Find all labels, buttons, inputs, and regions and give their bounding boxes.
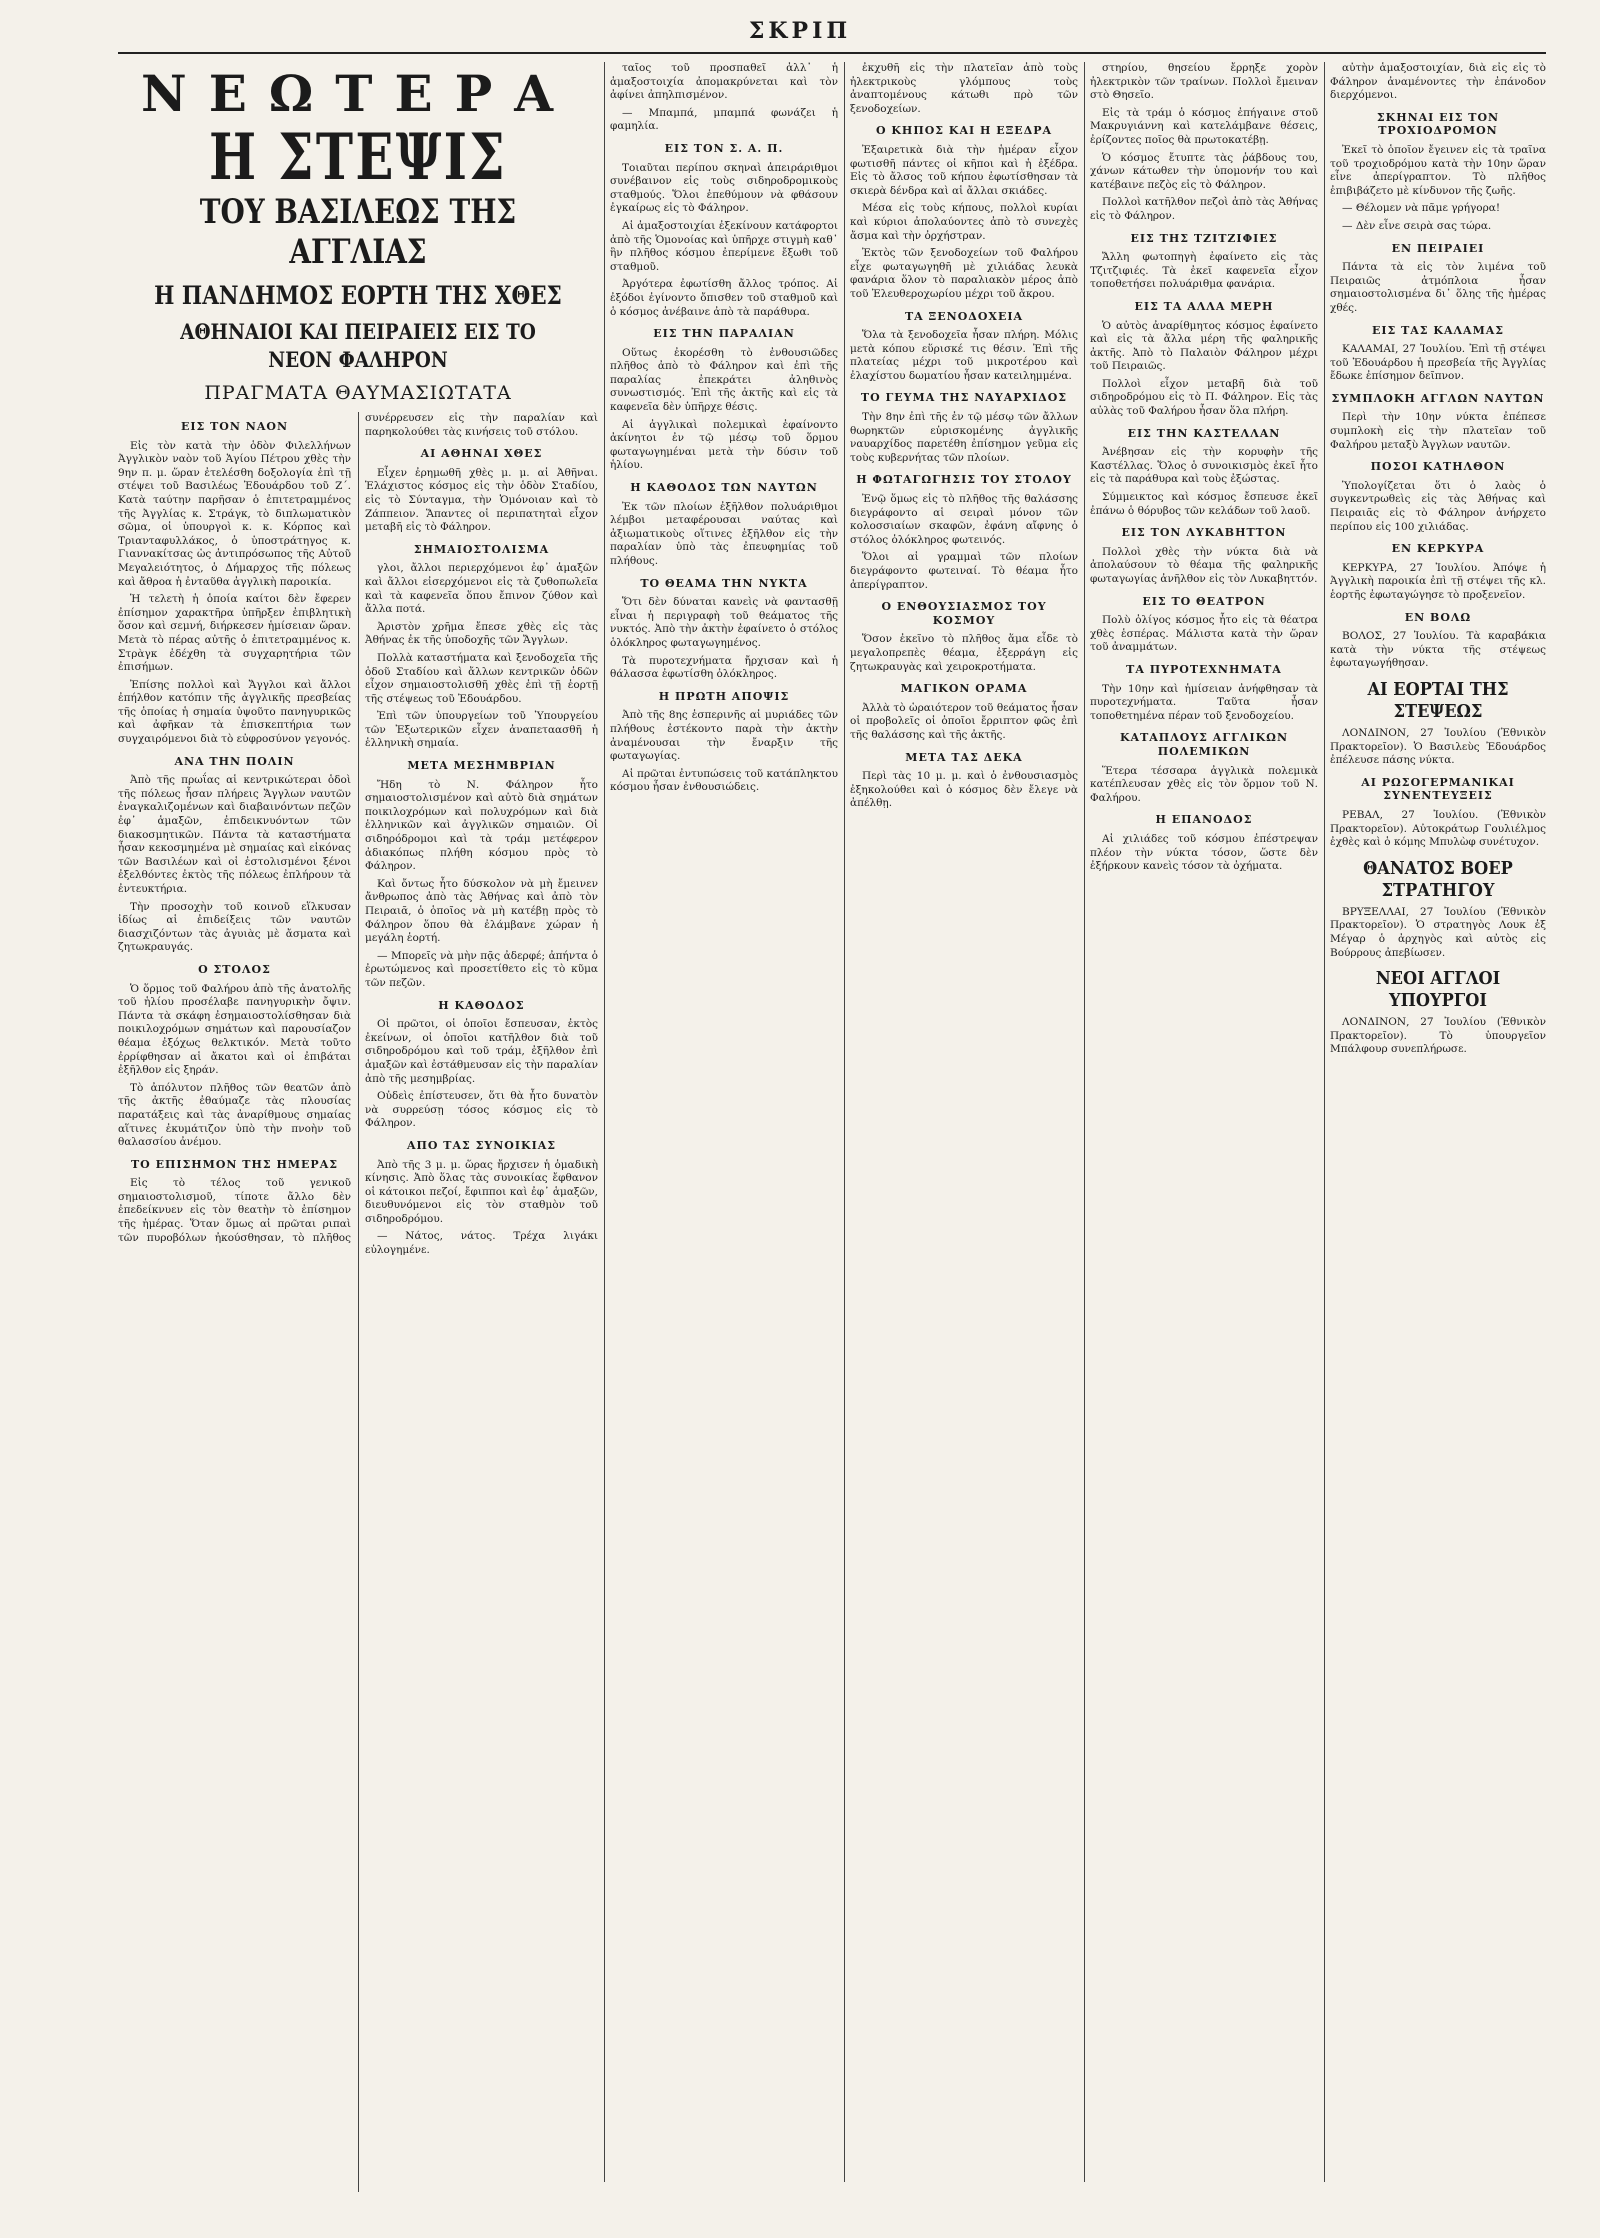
paragraph: Ἀπὸ τῆς 3 μ. μ. ὥρας ἤρχισεν ἡ ὁμαδικὴ κίνησις. Ἀπὸ ὅλας τὰς συνοικίας ἔφθανον οἱ κάτοικοι πεζοί, ἔφιπποι καὶ ἐφ᾽ ἁμαξῶν, διευθυνόμενοι εἰς τὸν σταθμὸν τοῦ σιδηροδρόμου. <box>365 1158 598 1225</box>
paragraph: — Δὲν εἶνε σειρὰ σας τώρα. <box>1342 219 1492 232</box>
top-rule <box>118 52 1546 54</box>
paragraph: — Μπορεῖς νὰ μὴν πᾷς ἀδερφέ; ἀπήντα ὁ ἐρωτώμενος καὶ προσετίθετο εἰς τὸ κῦμα τῶν πεζῶν. <box>365 949 598 989</box>
paragraph: ταῖος τοῦ προσπαθεῖ ἀλλ᾽ ἡ ἁμαξοστοιχία ἀπομακρύνεται καὶ τὸν ἀφίνει ἀπηλπισμένον. <box>610 62 838 102</box>
paragraph: Ὁ κόσμος ἔτυπτε τὰς ῥάβδους του, χάνων κάτωθεν τὴν ὑπομονήν του καὶ κατέβαινε πεζὸς εἰς τὸ Φάληρον. <box>1090 151 1318 191</box>
paragraph: ΒΡΥΞΕΛΛΑΙ, 27 Ἰουλίου (Ἐθνικὸν Πρακτορεῖον). Ὁ στρατηγὸς Λουκ ἐξ Μέγαρ ὁ ἀρχηγὸς καὶ αὐτὸς εἰς Βούρρους ἀπεβίωσεν. <box>1330 905 1546 959</box>
paragraph: Αἱ χιλιάδες τοῦ κόσμου ἐπέστρεψαν πλέον τὴν νύκτα τόσον, ὥστε δὲν ἐξήρκουν κανεὶς τόσον τὰ ὀχήματα. <box>1090 832 1318 873</box>
column-3 <box>610 62 838 2192</box>
heading-proti-apopsis: Η ΠΡΩΤΗ ΑΠΟΨΙΣ <box>658 689 790 703</box>
paragraph: Τὸ ἀπόλυτον πλῆθος τῶν θεατῶν ἀπὸ τῆς ἀκτῆς ἐθαύμαζε τὰς πλουσίας παρατάξεις καὶ τὰς ἀναρίθμους σημαίας αἵτινες ἐκυμάτιζον ὑπὸ τὴν πνοὴν τοῦ θαλασσίου ἀνέμου. <box>118 1081 351 1149</box>
paragraph: — Νάτος, νάτος. Τρέχα λιγάκι εὐλογημένε. <box>365 1230 598 1257</box>
paragraph: Ἕτερα τέσσαρα ἀγγλικὰ πολεμικὰ κατέπλευσαν χθὲς εἰς τὸν ὅρμον τοῦ Ν. Φαλήρου. <box>1090 764 1318 804</box>
column-rule <box>844 62 845 2182</box>
heading-tzitzifies: ΕΙΣ ΤΗΣ ΤΖΙΤΖΙΦΙΕΣ <box>1130 231 1278 245</box>
paragraph: Περὶ τὰς 10 μ. μ. καὶ ὁ ἐνθουσιασμὸς ἐξηκολούθει καὶ ὁ κόσμος δὲν ἔλεγε νὰ ἀπέλθῃ. <box>850 770 1078 810</box>
heading-kerkyra: ΕΝ ΚΕΡΚΥΡΑ <box>1391 542 1485 556</box>
paragraph: Ἀπὸ τῆς πρωΐας αἱ κεντρικώτεραι ὁδοὶ τῆς πόλεως ἦσαν πλήρεις Ἄγγλων ναυτῶν ἐναγκαλιζομένων καὶ διαβαινόντων πεζῶν ἐφ᾽ ἁμαξῶν, ἐπιδεικνυόντων τῶν διακοσμητικῶν. Πάντα τὰ καταστήματα ἦσαν κεκοσμημένα μὲ σημαίας καὶ εἰκόνας τῶν Βασιλέων καὶ οἱ ἐστολισμένοι ξένοι ἐξελθόντες ἐκτὸς τῆς πόλεως ἐπλήρουν τὰ ἐντευκτήρια. <box>118 774 351 895</box>
paragraph: Ὅλα τὰ ξενοδοχεῖα ἦσαν πλήρη. Μόλις μετὰ κόπου εὕρισκέ τις θέσιν. Ἐπὶ τῆς πλατείας μέχρι τοῦ μικροτέρου καὶ ἐλαχίστου δωματίου ἦσαν κατειλημμένα. <box>850 329 1078 382</box>
paragraph: Ἐκεῖ τὸ ὁποῖον ἔγεινεν εἰς τὰ τραῖνα τοῦ τροχιοδρόμου κατὰ τὴν 10ην ὥραν εἶνε ἀπερίγραπτον. Τὸ πλῆθος ἐπιβιβάζετο μὲ κίνδυνον τῆς ζωῆς. <box>1330 143 1546 197</box>
paragraph: Ἐκ τῶν πλοίων ἐξῆλθον πολυάριθμοι λέμβοι μεταφέρουσαι ναύτας καὶ ἀξιωματικοὺς οἵτινες ἐξῆλθον εἰς τὴν παραλίαν ὑπὸ τὰς ἐπευφημίας τοῦ πλήθους. <box>610 500 838 567</box>
paragraph: Ἡ τελετὴ ἡ ὁποία καίτοι δὲν ἔφερεν ἐπίσημον χαρακτῆρα ὑπῆρξεν ἐπιβλητικὴ ὅσον καὶ σεμνή, διήρκεσεν ἡμίσειαν ὥραν. Μετὰ τὸ πέρας αὐτῆς ὁ ἐπιτετραμμένος κ. Στρὰγκ ἐδέχθη τὰ συγχαρητήρια τῶν ἐπισήμων. <box>118 593 351 674</box>
paragraph: Πολλοὶ χθὲς τὴν νύκτα διὰ νὰ ἀπολαύσουν τὸ θέαμα τῆς φαληρικῆς φωταγωγίας ἀνῆλθον εἰς τὸν Λυκαβηττόν. <box>1090 545 1318 585</box>
column-1-body <box>118 412 598 2192</box>
paragraph: αὐτὴν ἁμαξοστοιχίαν, διὰ εἰς εἰς τὸ Φάληρον ἀναμένοντες τὴν ἐπάνοδον διερχόμενοι. <box>1330 62 1546 102</box>
paragraph: — Μπαμπά, μπαμπά φωνάζει ἡ φαμηλία. <box>610 106 838 133</box>
heading-kipos: Ο ΚΗΠΟΣ ΚΑΙ Η ΕΞΕΔΡΑ <box>875 124 1053 138</box>
heading-episimon: ΤΟ ΕΠΙΣΗΜΟΝ ΤΗΣ ΗΜΕΡΑΣ <box>130 1157 339 1171</box>
heading-naos: ΕΙΣ ΤΟΝ ΝΑΟΝ <box>180 420 288 433</box>
heading-kathodos-nafton: Η ΚΑΘΟΔΟΣ ΤΩΝ ΝΑΥΤΩΝ <box>630 481 818 495</box>
heading-peiraiei: ΕΝ ΠΕΙΡΑΙΕΙ <box>1391 241 1485 255</box>
paragraph: Ἄλλη φωτοπηγὴ ἐφαίνετο εἰς τὰς Τζιτζιφιές. Τὰ ἐκεῖ καφενεῖα εἶχον τοποθετήσει πολυάριθμα φανάρια. <box>1090 251 1318 291</box>
paragraph: Ὅτι δὲν δύναται κανεὶς νὰ φαντασθῇ εἶναι ἡ περιγραφὴ τοῦ θεάματος τῆς νυκτός. Ἀπὸ τὴν ἀκτὴν ἐφαίνετο ὁ στόλος ὁλόκληρος φωταγωγημένος. <box>610 596 838 649</box>
paragraph: ΛΟΝΔΙΝΟΝ, 27 Ἰουλίου (Ἐθνικὸν Πρακτορεῖον). Ὁ Βασιλεὺς Ἐδουάρδος ἐπέλευσε πάσης νύκτα. <box>1330 726 1546 767</box>
column-4 <box>850 62 1078 2192</box>
paragraph: Ἀπὸ τῆς 8ης ἑσπερινῆς αἱ μυριάδες τῶν πλήθους ἐστέκοντο παρὰ τὴν ἀκτὴν ἀναμένουσαι τὴν ἔναρξιν τῆς φωταγωγίας. <box>610 709 838 763</box>
paragraph: Πολλοὶ εἶχον μεταβῆ διὰ τοῦ σιδηροδρόμου εἰς τὸ Π. Φάληρον. Εἰς τὰς αὐλὰς τοῦ Φαλήρου ἦσαν ὅλα πλήρη. <box>1090 377 1318 418</box>
paragraph: Ἐκτὸς τῶν ξενοδοχείων τοῦ Φαλήρου εἶχε φωταγωγηθῆ μὲ χιλιάδας λευκὰ φανάρια ὅλον τὸ παραλιακὸν μέρος ἀπὸ τοῦ Ἐλευθεροχωρίου μέχρι τοῦ ἄκρου. <box>850 247 1078 300</box>
paragraph: Ἐνῷ ὅμως εἰς τὸ πλῆθος τῆς θαλάσσης διεγράφοντο αἱ σειραὶ μόνον τῶν κολοσσιαίων σκαφῶν, ἐφάνη αἴφνης ὁ στόλος ὁλόκληρος φωτεινός. <box>850 493 1078 546</box>
heading-gevma: ΤΟ ΓΕΥΜΑ ΤΗΣ ΝΑΥΑΡΧΙΔΟΣ <box>860 391 1068 405</box>
paragraph: Ἐπὶ τῶν ὑπουργείων τοῦ Ὑπουργείου τῶν Ἐξωτερικῶν εἶχεν ἀναπεταασθῆ ἡ ἑλληνικὴ σημαία. <box>365 710 598 750</box>
paragraph: Καὶ ὄντως ἦτο δύσκολον νὰ μὴ ἔμεινεν ἄνθρωπος ἀπὸ τὰς Ἀθήνας καὶ ἀπὸ τὸν Πειραιᾶ, ὁ ὁποῖος νὰ μὴ κατέβῃ πρὸς τὸ Φάληρον ὅπου θὰ ἐλάμβανε χώραν ἡ μεγάλη ἑορτή. <box>365 877 598 945</box>
heading-symploki: ΣΥΜΠΛΟΚΗ ΑΓΓΛΩΝ ΝΑΥΤΩΝ <box>1331 391 1545 405</box>
paragraph: στηρίου, θησείου ἔρρηξε χορὸν ἠλεκτρικὸν τῶν τραίνων. Πολλοὶ ἔμειναν στὸ Θησεῖο. <box>1090 62 1318 102</box>
paragraph: Τὴν 10ην καὶ ἡμίσειαν ἀνήφθησαν τὰ πυροτεχνήματα. Ταῦτα ἦσαν τοποθετημένα πέραν τοῦ ξενοδοχείου. <box>1090 682 1318 722</box>
paragraph: ΚΕΡΚΥΡΑ, 27 Ἰουλίου. Ἀπόψε ἡ Ἀγγλικὴ παροικία ἐπὶ τῇ στέψει τῆς κλ. ἑορτῆς ἐφωταγώγησε τὸ προξενεῖον. <box>1330 561 1546 601</box>
paragraph: Ἀλλὰ τὸ ὡραιότερον τοῦ θεάματος ἦσαν οἱ προβολεῖς οἱ ὁποῖοι ἔρριπτον φῶς ἐπὶ τῆς θαλάσσης καὶ τῆς ἀκτῆς. <box>850 701 1078 741</box>
heading-meta-deka: ΜΕΤΑ ΤΑΣ ΔΕΚΑ <box>905 750 1023 764</box>
banner-line-4: ΑΘΗΝΑΙΟΙ ΚΑΙ ΠΕΙΡΑΙΕΙΣ ΕΙΣ ΤΟ ΝΕΟΝ ΦΑΛΗΡΟΝ <box>180 319 536 372</box>
heading-enthousiasmos: Ο ΕΝΘΟΥΣΙΑΣΜΟΣ ΤΟΥ ΚΟΣΜΟΥ <box>881 600 1047 627</box>
heading-xenodocheia: ΤΑ ΞΕΝΟΔΟΧΕΙΑ <box>904 309 1024 323</box>
heading-mesimvrian: ΜΕΤΑ ΜΕΣΗΜΒΡΙΑΝ <box>407 759 556 773</box>
paragraph: ΚΑΛΑΜΑΙ, 27 Ἰουλίου. Ἐπὶ τῇ στέψει τοῦ Ἐδουάρδου ἡ πρεσβεία τῆς Ἀγγλίας ἔδωκε ἐπίσημον δεῖπνον. <box>1330 343 1546 383</box>
paragraph: Τὴν προσοχὴν τοῦ κοινοῦ εἵλκυσαν ἰδίως αἱ ἐπιδείξεις τῶν ναυτῶν διασχιζόντων τὰς ἀγυιὰς μὲ ἄσματα καὶ ζητωκραυγάς. <box>118 900 351 954</box>
paragraph: Ἐξαιρετικὰ διὰ τὴν ἡμέραν εἶχον φωτισθῆ πάντες οἱ κῆποι καὶ ἡ ἐξέδρα. Εἰς τὸ ἄλσος τοῦ κήπου ἐφωτίσθησαν τὰ σκιερὰ δένδρα καὶ αἱ ἄλλαι σκιάδες. <box>850 143 1078 197</box>
paragraph: Εἶχεν ἐρημωθῆ χθὲς μ. μ. αἱ Ἀθῆναι. Ἑλάχιστος κόσμος εἰς τὴν ὁδὸν Σταδίου, εἰς τὸ Σύνταγμα, τὴν Ὁμόνοιαν καὶ τὸ Ζάππειον. Ἅπαντες οἱ περιπατηταὶ εἶχον μεταβῆ εἰς τὸ Φάληρον. <box>365 466 598 534</box>
heading-polis: ΑΝΑ ΤΗΝ ΠΟΛΙΝ <box>174 754 295 768</box>
heading-kalamas: ΕΙΣ ΤΑΣ ΚΑΛΑΜΑΣ <box>1371 323 1505 337</box>
banner <box>118 66 598 406</box>
paragraph: Αἱ πρῶται ἐντυπώσεις τοῦ κατάπληκτου κόσμου ἦσαν ἐνθουσιώδεις. <box>610 767 838 794</box>
heading-fotagogisis: Η ΦΩΤΑΓΩΓΗΣΙΣ ΤΟΥ ΣΤΟΛΟΥ <box>856 473 1072 487</box>
heading-theatron: ΕΙΣ ΤΟ ΘΕΑΤΡΟΝ <box>1142 594 1266 608</box>
paragraph: Μέσα εἰς τοὺς κήπους, πολλοὶ κυρίαι καὶ κύριοι ἀπολαύοντες ἀπὸ τὸ συνεχὲς ἄσμα καὶ τὴν ὀρχήστραν. <box>850 202 1078 242</box>
paragraph: Οἱ πρῶτοι, οἱ ὁποῖοι ἔσπευσαν, ἐκτὸς ἐκείνων, οἱ ὁποῖοι κατῆλθον διὰ τοῦ σιδηροδρόμου καὶ τοῦ τράμ, ἐξῆλθον ἐπὶ ἁμαξῶν καὶ ἐστάθμευσαν εἰς τὴν παραλίαν ἀπὸ τῆς μεσημβρίας. <box>365 1018 598 1085</box>
heading-posoi: ΠΟΣΟΙ ΚΑΤΗΛΘΟΝ <box>1370 460 1506 474</box>
heading-alla-meri: ΕΙΣ ΤΑ ΑΛΛΑ ΜΕΡΗ <box>1134 299 1274 313</box>
heading-kataplous: ΚΑΤΑΠΛΟΥΣ ΑΓΓΛΙΚΩΝ ΠΟΛΕΜΙΚΩΝ <box>1119 731 1289 758</box>
column-5 <box>1090 62 1318 2192</box>
paragraph: Σύμμεικτος καὶ κόσμος ἔσπευσε ἐκεῖ ἐπάνω ὁ θόρυβος τῶν κελάδων τοῦ λαοῦ. <box>1090 491 1318 517</box>
paragraph: ἐκχυθῆ εἰς τὴν πλατεῖαν ἀπὸ τοὺς ἠλεκτρικοὺς γλόμπους τοὺς ἀναπτομένους κάτωθι πρὸ τῶν ξενοδοχείων. <box>850 62 1078 115</box>
heading-stolos: Ο ΣΤΟΛΟΣ <box>198 962 271 976</box>
paragraph: Πάντα τὰ εἰς τὸν λιμένα τοῦ Πειραιῶς ἀτμόπλοια ἦσαν σημαιοστολισμένα δι᾽ ὅλης τῆς ἡμέρας χθές. <box>1330 261 1546 314</box>
banner-word: ΝΕΩΤΕΡΑ <box>140 64 576 123</box>
paragraph: ΒΟΛΟΣ, 27 Ἰουλίου. Τὰ καραβάκια κατὰ τὴν νύκτα τῆς στέψεως ἐφωταγωγήθησαν. <box>1330 630 1546 670</box>
masthead: ΣΚΡΙΠ <box>748 18 852 44</box>
heading-epanodos: Η ΕΠΑΝΟΔΟΣ <box>1155 813 1253 827</box>
paragraph: Ὁ αὐτὸς ἀναρίθμητος κόσμος ἐφαίνετο καὶ εἰς τὰ ἄλλα μέρη τῆς φαληρικῆς ἀκτῆς. Ἀπὸ τὸ Παλαιὸν Φάληρον μέχρι τοῦ Πειραιῶς. <box>1090 319 1318 373</box>
paragraph: Πολλὰ καταστήματα καὶ ξενοδοχεῖα τῆς ὁδοῦ Σταδίου καὶ ἄλλων κεντρικῶν ὁδῶν εἶχον σημαιοστολισθῆ χθὲς ἐπὶ τῇ ἑορτῇ τῆς στέψεως τοῦ Ἐδουάρδου. <box>365 651 598 705</box>
heading-thanatos: ΘΑΝΑΤΟΣ ΒΟΕΡ ΣΤΡΑΤΗΓΟΥ <box>1363 857 1513 901</box>
heading-paralian: ΕΙΣ ΤΗΝ ΠΑΡΑΛΙΑΝ <box>653 327 795 341</box>
banner-subtitle: ΤΟΥ ΒΑΣΙΛΕΩΣ ΤΗΣ ΑΓΓΛΙΑΣ <box>199 192 517 272</box>
heading-sap: ΕΙΣ ΤΟΝ Σ. Α. Π. <box>664 141 784 155</box>
paragraph: Πολὺ ὀλίγος κόσμος ἦτο εἰς τὰ θέατρα χθὲς ἑσπέρας. Μάλιστα κατὰ τὴν ὥραν τοῦ ἀναμμάτων. <box>1090 614 1318 654</box>
paragraph: Ὅλοι αἱ γραμμαὶ τῶν πλοίων διεγράφοντο φωτειναί. Τὸ θέαμα ἦτο ἀπερίγραπτον. <box>850 551 1078 591</box>
column-rule <box>1324 62 1325 2182</box>
paragraph: Αἱ ἀγγλικαὶ πολεμικαὶ ἐφαίνοντο ἀκίνητοι ἐν τῷ μέσῳ τοῦ ὅρμου φωταγωγημέναι μετὰ τὴν δύσιν τοῦ ἡλίου. <box>610 418 838 472</box>
heading-pyrotechnimata: ΤΑ ΠΥΡΟΤΕΧΝΗΜΑΤΑ <box>1126 662 1282 676</box>
paragraph: Ἤδη τὸ Ν. Φάληρον ἦτο σημαιοστολισμένον καὶ αὐτὸ διὰ σημάτων ποικιλοχρόμων καὶ πολυχρόμων καὶ διὰ ἑλληνικῶν καὶ ἀγγλικῶν σημαιῶν. Οἱ σιδηρόδρομοι καὶ τὰ τράμ μετέφερον ἀδιακόπως πλήθη κόσμου πρὸς τὸ Φάληρον. <box>365 778 598 873</box>
paragraph: Οὐδεὶς ἐπίστευσεν, ὅτι θὰ ἦτο δυνατὸν νὰ συρρεύσῃ τόσος κόσμος εἰς τὸ Φάληρον. <box>365 1090 598 1130</box>
paragraph: Ὁ ὅρμος τοῦ Φαλήρου ἀπὸ τῆς ἀνατολῆς τοῦ ἡλίου προσέλαβε πανηγυρικὴν ὄψιν. Πάντα τὰ σκάφη ἐσημαιοστολίσθησαν διὰ ποικιλοχρόμων σημάτων καὶ παρουσίαζον θέαμα ἐξόχως θελκτικόν. Μετὰ τοῦτο ἐρρίφθησαν αἱ ἄκατοι καὶ οἱ ἐπιβάται ἐξῆλθον εἰς ξηράν. <box>118 982 351 1077</box>
heading-nykta: ΤΟ ΘΕΑΜΑ ΤΗΝ ΝΥΚΤΑ <box>640 576 808 590</box>
heading-kastellan: ΕΙΣ ΤΗΝ ΚΑΣΤΕΛΛΑΝ <box>1127 426 1281 440</box>
paragraph: Οὕτως ἐκορέσθη τὸ ἐνθουσιῶδες πλῆθος ἀπὸ τὸ Φάληρον καὶ ἐπὶ τῆς παραλίας ἐπεκράτει ἀληθινὸς συνωστισμός. Ἐπὶ τῆς ἀκτῆς καὶ εἰς τὰ καφενεῖα δὲν ὑπῆρχε θέσις. <box>610 346 838 414</box>
heading-kathodos: Η ΚΑΘΟΔΟΣ <box>438 998 525 1012</box>
paragraph: Ἐπίσης πολλοὶ καὶ Ἄγγλοι καὶ ἄλλοι ἐπήλθον κατόπιν τῆς ἀγγλικῆς πρεσβείας τῆς ὁποίας ἡ σημαία ὑψοῦτο πανηγυρικῶς καὶ ἀφῆκαν τὰ ἐπισκεπτήρια των συγχαιρόμενοι διὰ τὸ εὐφροσύνον γεγονός. <box>118 678 351 746</box>
column-rule <box>604 62 605 2182</box>
paragraph: Αἱ ἀμαξοστοιχίαι ἐξεκίνουν κατάφορτοι ἀπὸ τῆς Ὁμονοίας καὶ ὑπῆρχε στιγμὴ καθ᾽ ἣν πλῆθος κόσμου ἐπερίμενε ἔξωθι τοῦ σταθμοῦ. <box>610 219 838 273</box>
heading-synoikias: ΑΠΟ ΤΑΣ ΣΥΝΟΙΚΙΑΣ <box>406 1138 557 1152</box>
heading-rosogermanikai: ΑΙ ΡΩΣΟΓΕΡΜΑΝΙΚΑΙ ΣΥΝΕΝΤΕΥΞΕΙΣ <box>1361 775 1515 803</box>
column-6 <box>1330 62 1546 2192</box>
paragraph: Ἀριστὸν χρῆμα ἔπεσε χθὲς εἰς τὰς Ἀθήνας ἐκ τῆς ὑποδοχῆς τῶν Ἄγγλων. <box>365 620 598 647</box>
paragraph: Εἰς τὸν κατὰ τὴν ὁδὸν Φιλελλήνων Ἀγγλικὸν ναὸν τοῦ Ἁγίου Πέτρου χθὲς τὴν 9ην π. μ. ὥραν ἐτελέσθη δοξολογία ἐπὶ τῇ στέψει τοῦ Βασιλέως Ἐδουάρδου τοῦ Ζ΄. Κατὰ ταύτην παρῆσαν ὁ ἐπιτετραμμένος τῆς Ἀγγλίας κ. Στράγκ, τὸ διπλωματικὸν σῶμα, οἱ ὑπουργοὶ κ. κ. Κόρπος καὶ Τριανταφυλλάκος, ὁ ὑποστράτηγος κ. Γιαννακίτσας ὡς ἀντιπρόσωπος τῆς Αὐτοῦ Μεγαλειότητος, ὁ Δήμαρχος τῆς πόλεως καὶ ἄθροα ἡ ἐνταῦθα ἀγγλικὴ παροικία. <box>118 439 351 588</box>
paragraph: Ὅσον ἐκεῖνο τὸ πλῆθος ἅμα εἶδε τὸ μεγαλοπρεπὲς θέαμα, ἐξερράγη εἰς ζητωκραυγὰς καὶ χειροκροτήματα. <box>850 633 1078 673</box>
paragraph: ΡΕΒΑΛ, 27 Ἰουλίου. (Ἐθνικὸν Πρακτορεῖον). Αὐτοκράτωρ Γουλιέλμος ἐχθὲς καὶ ὁ κόμης Μπυλὼφ συνέτυχον. <box>1330 808 1546 849</box>
paragraph: — Θέλομεν νὰ πᾶμε γρήγορα! <box>1342 202 1501 215</box>
banner-line-3: Η ΠΑΝΔΗΜΟΣ ΕΟΡΤΗ ΤΗΣ ΧΘΕΣ <box>154 281 562 310</box>
banner-line-5: ΠΡΑΓΜΑΤΑ ΘΑΥΜΑΣΙΩΤΑΤΑ <box>204 382 512 404</box>
paragraph: Τοιαῦται περίπου σκηναὶ ἀπειράριθμοι συνέβαινον εἰς τοὺς σιδηροδρομικοὺς σταθμούς. Ὅλοι ἐπεθύμουν νὰ φθάσουν ἐγκαίρως εἰς τὸ Φάληρον. <box>610 161 838 215</box>
column-rule <box>1084 62 1085 2182</box>
paragraph: Περὶ τὴν 10ην νύκτα ἐπέπεσε συμπλοκὴ εἰς τὴν πλατεῖαν τοῦ Φαλήρου μεταξὺ Ἀγγλων ναυτῶν. <box>1330 411 1546 451</box>
paragraph: Τὴν 8ην ἐπὶ τῆς ἐν τῷ μέσῳ τῶν ἄλλων θωρηκτῶν εὑρισκομένης ἀγγλικῆς ναυαρχίδος παρετέθη ἐπίσημον γεῦμα εἰς τοὺς κυβερνήτας τῶν πλοίων. <box>850 411 1078 464</box>
heading-naos-2: ΣΗΜΑΙΟΣΤΟΛΙΣΜΑ <box>413 542 550 556</box>
heading-trochiodromon: ΣΚΗΝΑΙ ΕΙΣ ΤΟΝ ΤΡΟΧΙΟΔΡΟΜΟΝ <box>1376 110 1500 138</box>
heading-lykavitton: ΕΙΣ ΤΟΝ ΛΥΚΑΒΗΤΤΟΝ <box>1121 526 1287 540</box>
paragraph: γλοι, ἄλλοι περιερχόμενοι ἐφ᾽ ἁμαξῶν καὶ ἄλλοι εἰσερχόμενοι εἰς τὰ ζυθοπωλεῖα καὶ τὰ καφενεῖα ὅπου ἔπινον ζύθον καὶ ἄλλα ποτά. <box>365 562 598 616</box>
heading-volo: ΕΝ ΒΟΛΩ <box>1404 610 1472 624</box>
heading-athinai: ΑΙ ΑΘΗΝΑΙ ΧΘΕΣ <box>420 447 543 461</box>
paragraph: ΛΟΝΔΙΝΟΝ, 27 Ἰουλίου (Ἐθνικὸν Πρακτορεῖον). Τὸ ὑπουργεῖον Μπάλφουρ συνεπλήρωσε. <box>1330 1016 1546 1056</box>
heading-magikon: ΜΑΓΙΚΟΝ ΟΡΑΜΑ <box>900 682 1028 696</box>
paragraph: Ἀνέβησαν εἰς τὴν κορυφὴν τῆς Καστέλλας. Ὅλος ὁ συνοικισμὸς ἐκεῖ ἦτο εἰς τὰ παράθυρα καὶ τοὺς ἐξώστας. <box>1090 446 1318 486</box>
paragraph: Εἰς τὸ τέλος τοῦ γενικοῦ σημαιοστολισμοῦ, τίποτε ἄλλο δὲν ἐπεδείκνυεν εἰς τὸν θεατὴν τὸ ἐπίσημον τῆς ἡμέρας. Ὅταν ὅμως αἱ πρῶται ριπαὶ τῶν πυροβόλων ἠκούσθησαν, τὸ πλῆθος συνέρρευσεν εἰς τὴν παραλίαν καὶ παρηκολούθει τὰς κινήσεις τοῦ στόλου. <box>118 412 598 1244</box>
banner-title: Η ΣΤΕΨΙΣ <box>209 120 507 195</box>
heading-neoi-ypourgoi: ΝΕΟΙ ΑΓΓΛΟΙ ΥΠΟΥΡΓΟΙ <box>1375 968 1501 1012</box>
paragraph: Ὑπολογίζεται ὅτι ὁ λαὸς ὁ συγκεντρωθεὶς εἰς τὰς Ἀθήνας καὶ Πειραιᾶς εἰς τὸ Φάληρον ἀνήρχετο περίπου εἰς 100 χιλιάδας. <box>1330 479 1546 533</box>
paragraph: Εἰς τὰ τράμ ὁ κόσμος ἐπήγαινε στοῦ Μακρυγιάννη καὶ κατελάμβανε θέσεις, ἐρίζοντες ποῖος θὰ πρωτοκατέβῃ. <box>1090 106 1318 146</box>
paragraph: Ἀργότερα ἐφωτίσθη ἄλλος τρόπος. Αἱ ἐξόδοι ἐγίνοντο ὄπισθεν τοῦ σταθμοῦ καὶ ὁ κόσμος ἀνέβαινε ἀπὸ τὰ παράθυρα. <box>610 278 838 318</box>
heading-eortai: ΑΙ ΕΟΡΤΑΙ ΤΗΣ ΣΤΕΨΕΩΣ <box>1367 678 1509 722</box>
paragraph: Τὰ πυροτεχνήματα ἤρχισαν καὶ ἡ θάλασσα ἐφωτίσθη ὁλόκληρος. <box>610 654 838 681</box>
paragraph: Πολλοὶ κατῆλθον πεζοὶ ἀπὸ τὰς Ἀθήνας εἰς τὸ Φάληρον. <box>1090 196 1318 222</box>
column-1 <box>118 62 598 2192</box>
